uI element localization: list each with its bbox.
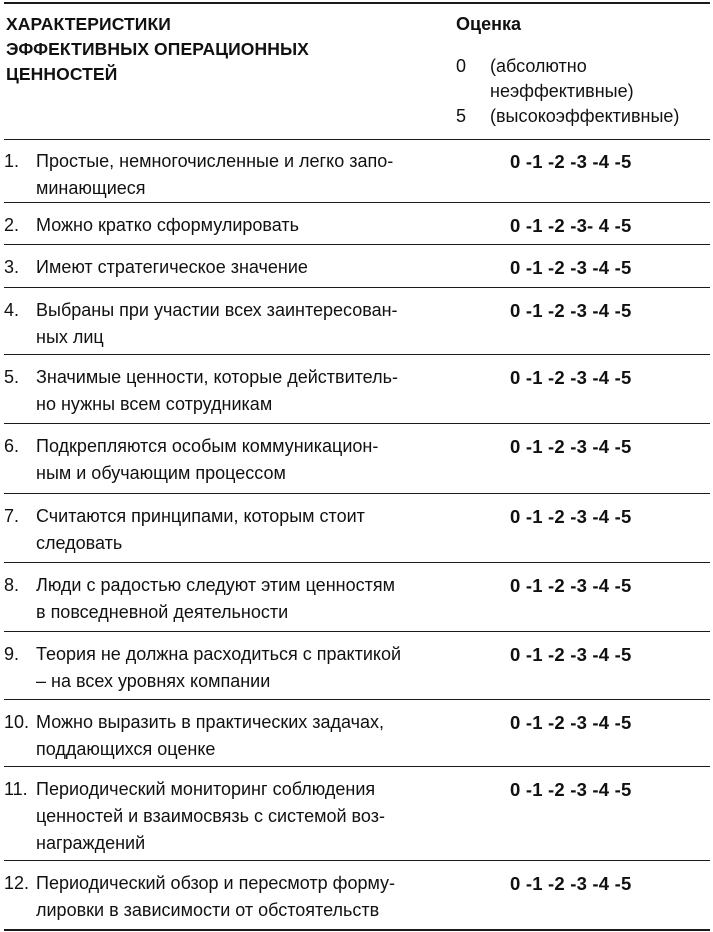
rating-scale: 0 -1 -2 -3 -4 -5 bbox=[510, 151, 632, 172]
row-number: 2. bbox=[4, 215, 20, 235]
column-title bbox=[6, 12, 406, 87]
scale-number: 5 bbox=[456, 106, 467, 126]
rating-scale: 0 -1 -2 -3 -4 -5 bbox=[510, 257, 632, 278]
row-number: 4. bbox=[4, 300, 20, 320]
table-row bbox=[4, 245, 710, 288]
row-description bbox=[36, 870, 456, 924]
scale-entry bbox=[456, 104, 679, 129]
rating-scale: 0 -1 -2 -3 -4 -5 bbox=[510, 873, 632, 894]
description-line: следовать bbox=[36, 533, 123, 553]
description-line: поддающихся оценке bbox=[36, 739, 216, 759]
description-line: Теория не должна расходиться с практикой bbox=[36, 644, 402, 664]
description-line: Можно выразить в практических задачах, bbox=[36, 712, 385, 732]
table-row bbox=[4, 700, 710, 767]
row-number: 6. bbox=[4, 436, 20, 456]
row-number: 11. bbox=[4, 779, 28, 799]
table-row bbox=[4, 563, 710, 632]
table-row bbox=[4, 288, 710, 355]
description-line: ным и обучающим процессом bbox=[36, 463, 286, 483]
rating-scale: 0 -1 -2 -3 -4 -5 bbox=[510, 712, 632, 733]
table-row bbox=[4, 861, 710, 929]
bottom-rule bbox=[4, 929, 710, 931]
row-number: 3. bbox=[4, 257, 20, 277]
table-row bbox=[4, 767, 710, 861]
description-line: – на всех уровнях компании bbox=[36, 671, 271, 691]
description-line: минающиеся bbox=[36, 178, 146, 198]
description-line: но нужны всем сотрудникам bbox=[36, 394, 273, 414]
description-line: Имеют стратегическое значение bbox=[36, 257, 308, 277]
row-description bbox=[36, 212, 456, 239]
rating-scale: 0 -1 -2 -3 -4 -5 bbox=[510, 644, 632, 665]
table-row bbox=[4, 139, 710, 203]
scale-line: неэффективные) bbox=[490, 81, 634, 101]
description-line: в повседневной деятельности bbox=[36, 602, 289, 622]
row-number: 7. bbox=[4, 506, 20, 526]
description-line: Люди с радостью следуют этим ценностям bbox=[36, 575, 395, 595]
row-number: 5. bbox=[4, 367, 20, 387]
rating-scale: 0 -1 -2 -3 -4 -5 bbox=[510, 367, 632, 388]
scale-description bbox=[490, 54, 634, 104]
description-line: Периодический обзор и пересмотр форму- bbox=[36, 873, 396, 893]
table-row bbox=[4, 203, 710, 245]
table-header bbox=[4, 4, 710, 140]
row-description bbox=[36, 148, 456, 202]
description-line: лировки в зависимости от обстоятельств bbox=[36, 900, 380, 920]
description-line: Подкрепляются особым коммуникацион- bbox=[36, 436, 379, 456]
title-line: ЦЕННОСТЕЙ bbox=[6, 64, 118, 84]
scale-number: 0 bbox=[456, 56, 467, 76]
score-scale bbox=[456, 54, 679, 129]
scale-description bbox=[490, 104, 679, 129]
title-line: ХАРАКТЕРИСТИКИ bbox=[6, 14, 171, 34]
row-number: 9. bbox=[4, 644, 20, 664]
description-line: ных лиц bbox=[36, 327, 104, 347]
description-line: Выбраны при участии всех заинтересован- bbox=[36, 300, 398, 320]
row-description bbox=[36, 503, 456, 557]
description-line: награждений bbox=[36, 833, 146, 853]
row-description bbox=[36, 641, 456, 695]
rating-scale: 0 -1 -2 -3 -4 -5 bbox=[510, 779, 632, 800]
row-number: 12. bbox=[4, 873, 30, 893]
description-line: Значимые ценности, которые действитель- bbox=[36, 367, 398, 387]
table-row bbox=[4, 632, 710, 700]
row-number: 1. bbox=[4, 151, 20, 171]
scale-line: (абсолютно bbox=[490, 56, 587, 76]
rating-scale: 0 -1 -2 -3 -4 -5 bbox=[510, 506, 632, 527]
row-description bbox=[36, 776, 456, 857]
row-number: 10. bbox=[4, 712, 30, 732]
row-description bbox=[36, 709, 456, 763]
description-line: Простые, немногочисленные и легко запо- bbox=[36, 151, 394, 171]
row-description bbox=[36, 254, 456, 281]
table-row bbox=[4, 494, 710, 563]
row-description bbox=[36, 297, 456, 351]
row-description bbox=[36, 364, 456, 418]
description-line: Периодический мониторинг соблюдения bbox=[36, 779, 376, 799]
rating-scale: 0 -1 -2 -3- 4 -5 bbox=[510, 215, 632, 236]
description-line: Считаются принципами, которым стоит bbox=[36, 506, 365, 526]
scale-entry bbox=[456, 54, 679, 104]
scale-line: (высокоэффективные) bbox=[490, 106, 680, 126]
score-column-title: Оценка bbox=[456, 14, 521, 34]
description-line: Можно кратко сформулировать bbox=[36, 215, 300, 235]
rating-scale: 0 -1 -2 -3 -4 -5 bbox=[510, 575, 632, 596]
title-line: ЭФФЕКТИВНЫХ ОПЕРАЦИОННЫХ bbox=[6, 39, 309, 59]
row-description bbox=[36, 433, 456, 487]
rating-scale: 0 -1 -2 -3 -4 -5 bbox=[510, 300, 632, 321]
row-number: 8. bbox=[4, 575, 20, 595]
row-description bbox=[36, 572, 456, 626]
description-line: ценностей и взаимосвязь с системой воз- bbox=[36, 806, 385, 826]
table-row bbox=[4, 424, 710, 494]
rating-scale: 0 -1 -2 -3 -4 -5 bbox=[510, 436, 632, 457]
table-row bbox=[4, 355, 710, 424]
